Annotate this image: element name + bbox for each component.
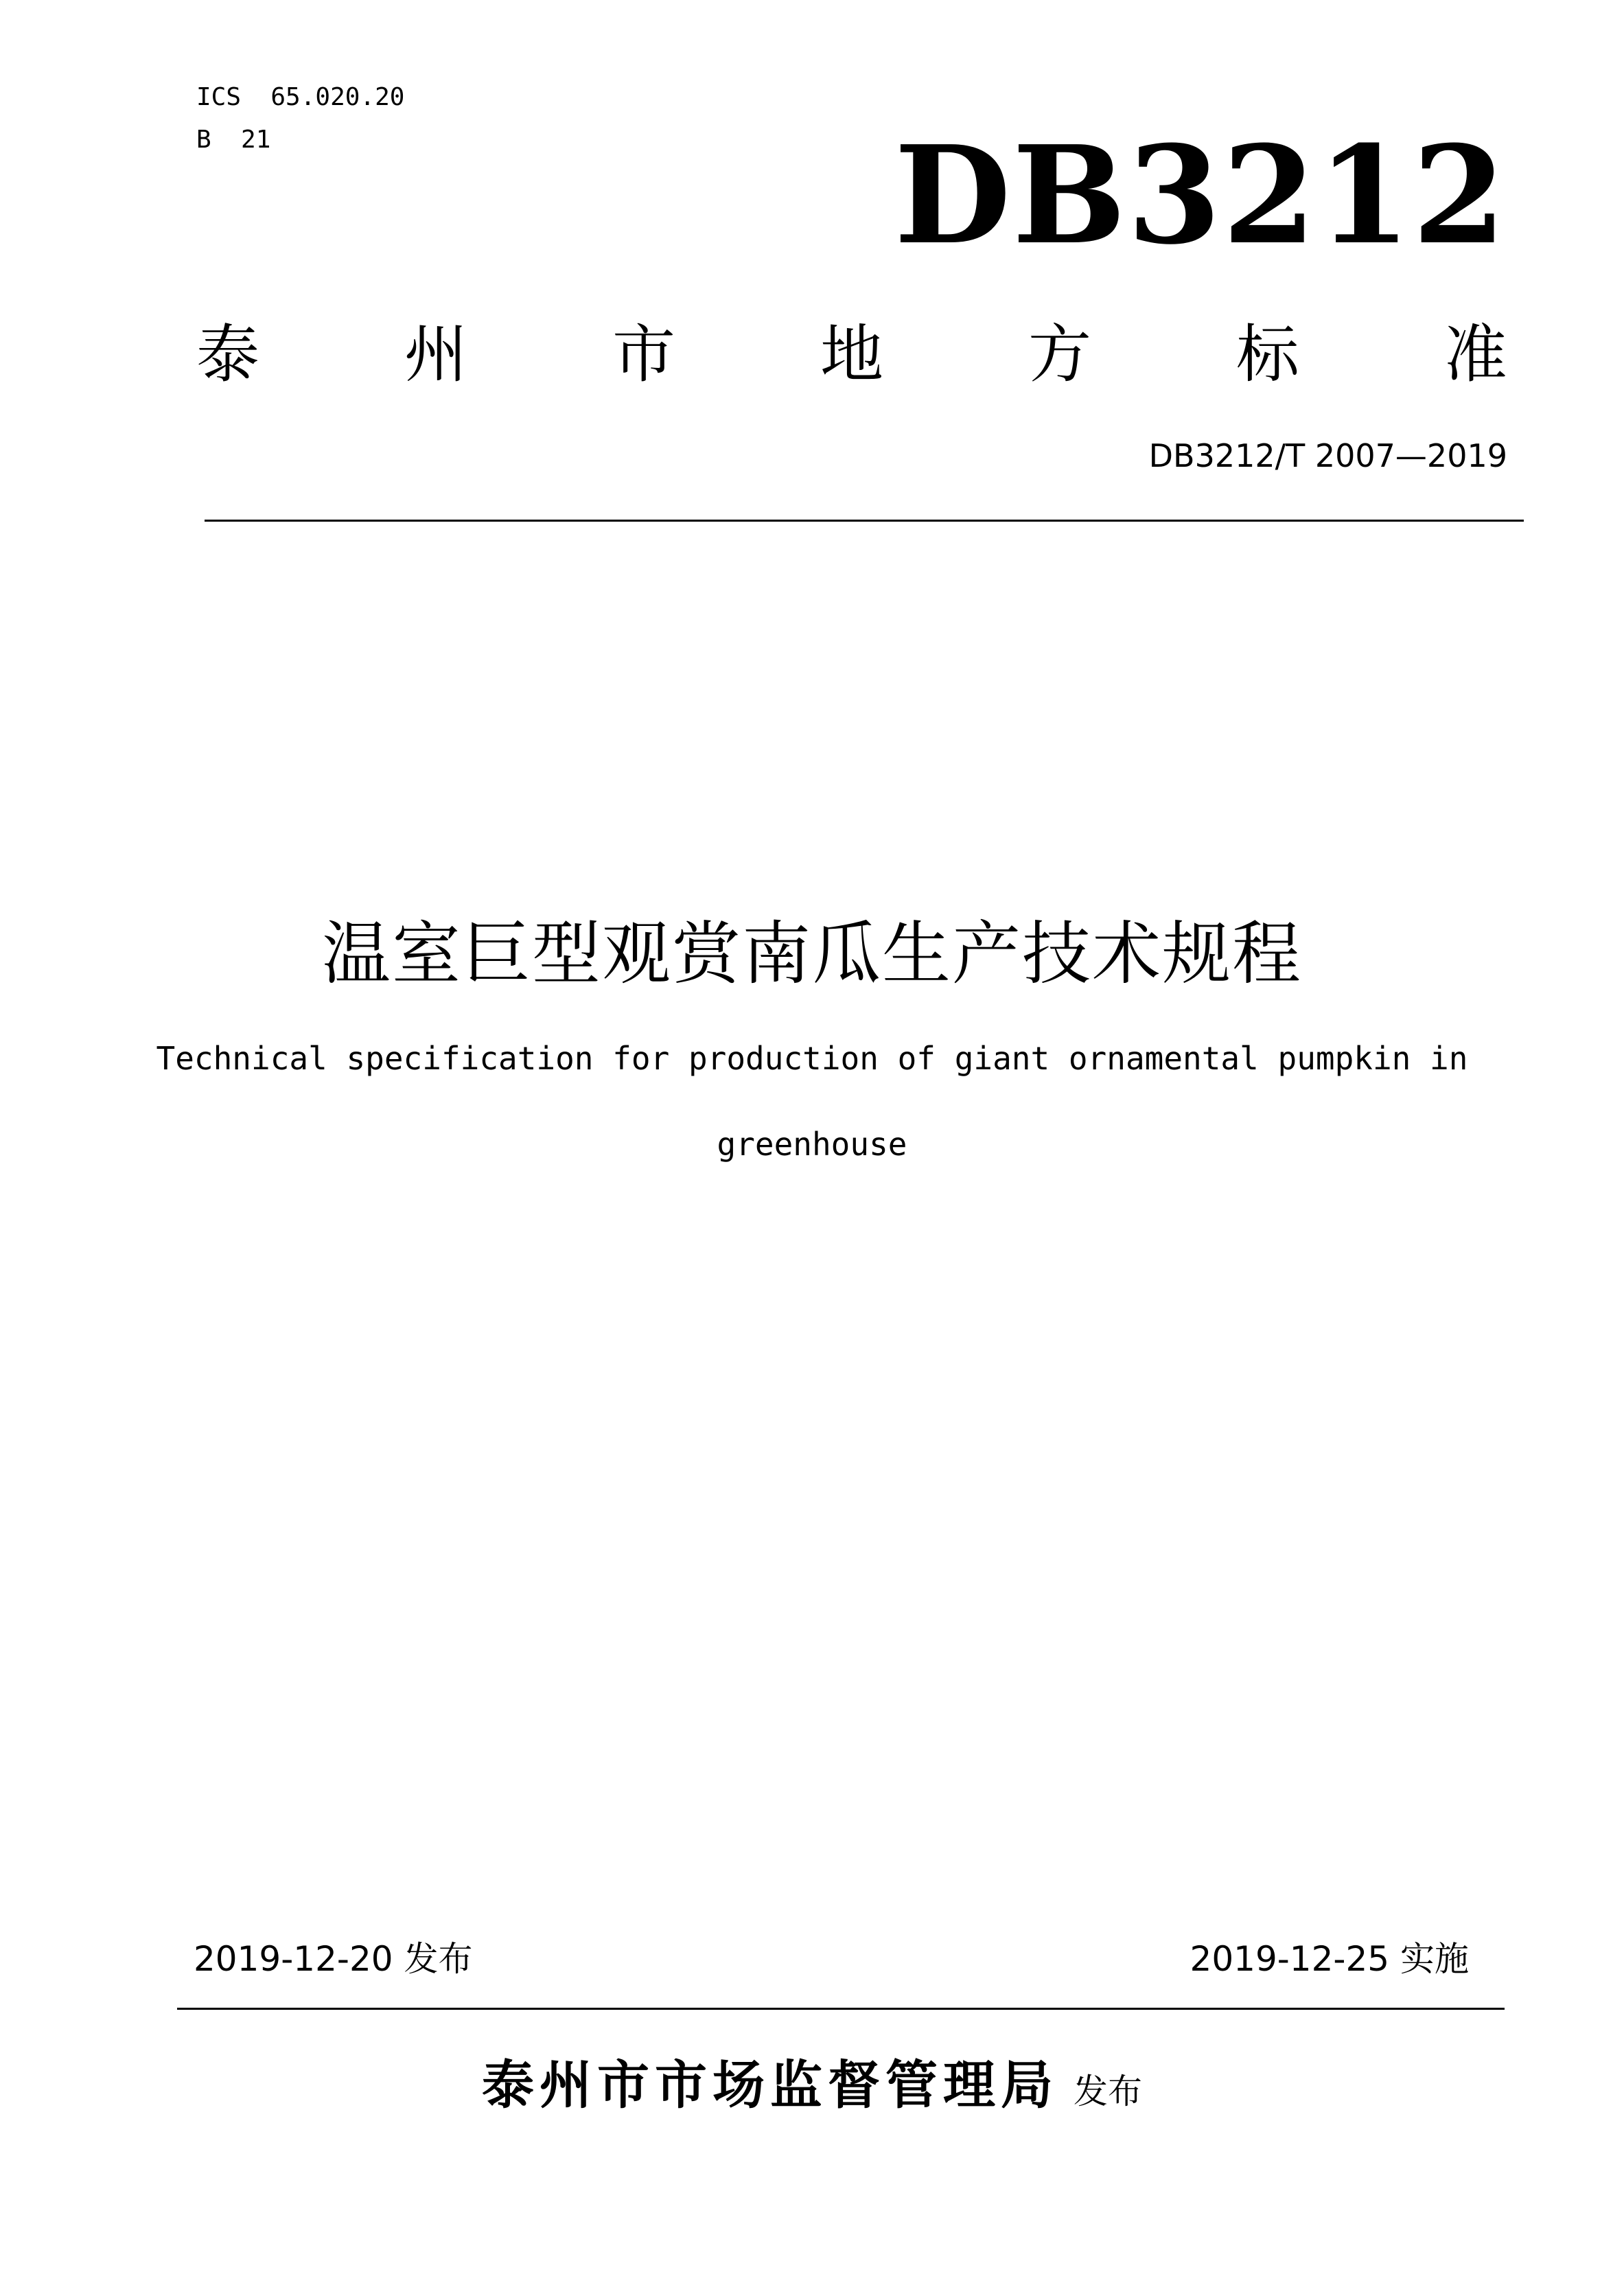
issue-date: 2019-12-20 发布 — [194, 1939, 473, 1979]
standard-type-char: 市 — [612, 318, 675, 391]
standard-number: DB3212/T 2007—2019 — [1148, 437, 1507, 474]
title-english-line1: Technical specification for production of giant ornamental pumpkin in — [156, 1040, 1468, 1077]
ics-code: ICS 65.020.20 — [196, 83, 405, 111]
issuer-line — [0, 2052, 1624, 2124]
standard-type-heading — [196, 317, 1507, 393]
title-chinese: 温室巨型观赏南瓜生产技术规程 — [322, 914, 1302, 994]
standard-type-char: 地 — [820, 318, 883, 391]
issuer-suffix: 发布 — [1074, 2072, 1142, 2111]
top-divider — [205, 520, 1524, 522]
title-english-line2: greenhouse — [717, 1126, 907, 1163]
implementation-date: 2019-12-25 实施 — [1190, 1939, 1469, 1979]
ccs-code: B 21 — [196, 126, 271, 154]
standard-type-char: 方 — [1028, 318, 1091, 391]
standard-type-char: 准 — [1443, 318, 1507, 391]
bottom-divider — [177, 2008, 1505, 2010]
standard-type-char: 泰 — [196, 318, 260, 391]
issuer-name: 泰州市市场监督管理局 — [482, 2054, 1058, 2115]
standard-type-char: 标 — [1236, 318, 1299, 391]
standard-code-logo: DB3212 — [894, 117, 1507, 275]
standard-type-char: 州 — [404, 318, 467, 391]
